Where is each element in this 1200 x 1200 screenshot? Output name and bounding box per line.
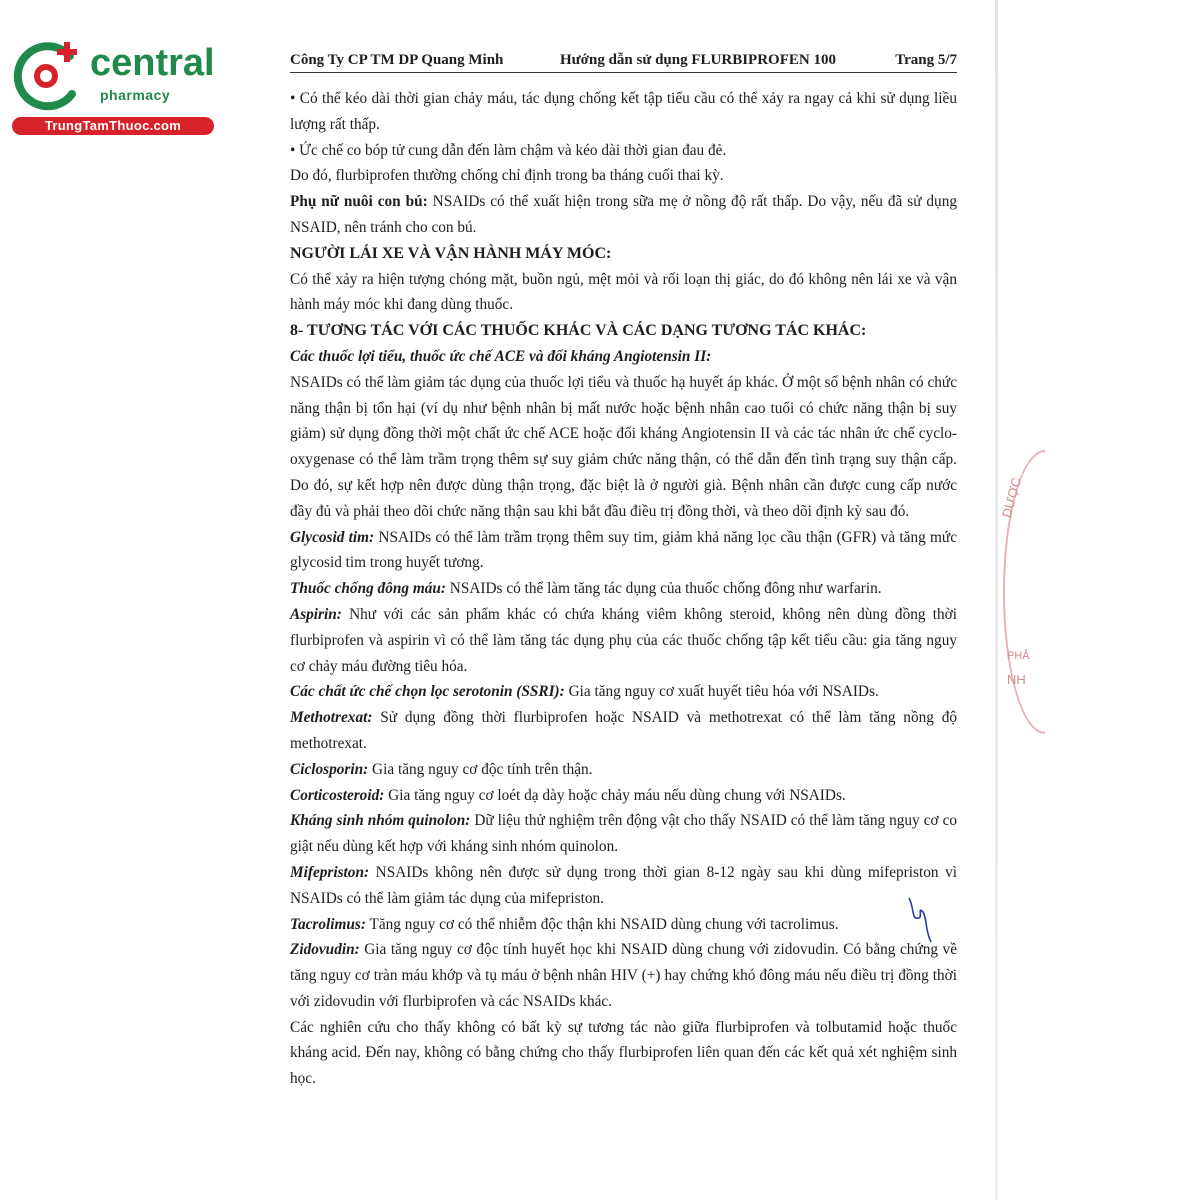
signature-mark (905, 890, 935, 950)
heading-driving: NGƯỜI LÁI XE VÀ VẬN HÀNH MÁY MÓC: (290, 244, 612, 262)
item-label: Các chất ức chế chọn lọc serotonin (SSRI): (290, 683, 565, 701)
stamp-text-3: NH (1007, 672, 1026, 687)
paragraph-contraindication: Do đó, flurbiprofen thường chống chỉ định trong ba tháng cuối thai kỳ. (290, 167, 724, 185)
partial-stamp (985, 440, 1045, 740)
header-doc-title: Hướng dẫn sử dụng FLURBIPROFEN 100 (560, 52, 836, 68)
interaction-item (290, 525, 957, 577)
interaction-item (290, 937, 957, 1014)
item-text: Gia tăng nguy cơ xuất huyết tiêu hóa với NSAIDs. (564, 683, 879, 701)
interaction-item (290, 912, 957, 938)
paragraph-driving: Có thể xảy ra hiện tượng chóng mặt, buồn ngủ, mệt mỏi và rối loạn thị giác, do đó không nên lái xe và vận hành máy móc khi đang dùng thuốc. (290, 270, 957, 314)
interaction-item (290, 860, 957, 912)
item-label: Aspirin: (290, 605, 342, 623)
item-label: Ciclosporin: (290, 760, 369, 778)
stamp-text-2: PHẢ (1007, 650, 1030, 662)
interaction-item (290, 602, 957, 679)
interaction-item (290, 783, 957, 809)
nursing-text: NSAIDs có thể xuất hiện trong sữa mẹ ở nồng độ rất thấp. Do vậy, nếu đã sử dụng NSAID, nên tránh cho con bú. (290, 193, 958, 236)
item-text: Dữ liệu thử nghiệm trên động vật cho thấy NSAID có thể làm tăng nguy cơ co giật nếu dùng kết hợp với kháng sinh nhóm quinolon. (290, 812, 958, 856)
item-text: Như với các sản phẩm khác có chứa kháng viêm không steroid, không nên dùng đồng thời flurbiprofen và aspirin vì có thể làm tăng tác dụng phụ của các thuốc chống tập kết tiểu cầu: gia tăng nguy cơ chảy máu đường tiêu hóa. (290, 605, 957, 675)
item-text: NSAIDs có thể làm tăng tác dụng của thuốc chống đông như warfarin. (445, 580, 882, 598)
item-text: Gia tăng nguy cơ độc tính trên thận. (368, 760, 593, 778)
item-label: Zidovudin: (290, 941, 360, 959)
paragraph-closing: Các nghiên cứu cho thấy không có bất kỳ sự tương tác nào giữa flurbiprofen và tolbutamid hoặc thuốc kháng acid. Đến nay, không có bằng chứng cho thấy flurbiprofen liên quan đến các kết quả xét nghiệm sinh học. (290, 1018, 957, 1088)
stamp-text-1: DƯỢC (998, 475, 1025, 520)
header-page-number: Trang 5/7 (895, 52, 957, 68)
item-text: NSAIDs không nên được sử dụng trong thời gian 8-12 ngày sau khi dùng mifepriston vì NSAIDs có thể làm giảm tác dụng của mifepriston. (290, 863, 957, 907)
document-body (290, 86, 957, 1092)
header-company: Công Ty CP TM DP Quang Minh (290, 52, 504, 68)
bullet-bleeding: • Có thể kéo dài thời gian chảy máu, tác dụng chống kết tập tiểu cầu có thể xảy ra ngay cả khi sử dụng liều lượng rất thấp. (290, 90, 957, 133)
interaction-item (290, 576, 957, 602)
bullet-uterine: • Ức chế co bóp tử cung dẫn đến làm chậm và kéo dài thời gian đau đẻ. (290, 141, 727, 159)
logo-site-url: TrungTamThuoc.com (12, 117, 214, 135)
interaction-item (290, 757, 957, 783)
item-text: Gia tăng nguy cơ loét dạ dày hoặc chảy máu nếu dùng chung với NSAIDs. (384, 786, 846, 804)
central-pharmacy-logo (8, 36, 218, 136)
item-label: Glycosid tim: (290, 528, 375, 546)
item-label: Methotrexat: (290, 709, 373, 727)
item-text: Gia tăng nguy cơ độc tính huyết học khi NSAID dùng chung với zidovudin. Có bằng chứng về tăng nguy cơ tràn máu khớp và tụ máu ở bệnh nhân HIV (+) hay chứng khó đông máu nếu điều trị đồng thời với zidovudin với flurbiprofen và các NSAIDs khác. (290, 941, 957, 1010)
logo-mark-icon (8, 36, 88, 116)
paragraph-diuretics: NSAIDs có thể làm giảm tác dụng của thuốc lợi tiểu và thuốc hạ huyết áp khác. Ở một số bệnh nhân có chức năng thận bị tổn hại (ví dụ như bệnh nhân bị mất nước hoặc bệnh nhân cao tuổi có chức năng thận bị suy giảm) sử dụng đồng thời một chất ức chế ACE hoặc đối kháng Angiotensin II và các tác nhân ức chế cyclo-oxygenase có thể làm trầm trọng thêm sự suy giảm chức năng thận, có thể dẫn đến tình trạng suy thận cấp. Do đó, sự kết hợp nên được dùng thận trọng, đặc biệt là ở người già. Bệnh nhân cần được cung cấp nước đầy đủ và phải theo dõi chức năng thận sau khi bắt đầu điều trị đồng thời, và theo dõi định kỳ sau đó. (290, 373, 957, 520)
paragraph-nursing (290, 189, 957, 241)
item-text: Tăng nguy cơ có thể nhiễm độc thận khi NSAID dùng chung với tacrolimus. (365, 915, 839, 933)
subheading-diuretics: Các thuốc lợi tiểu, thuốc ức chế ACE và đối kháng Angiotensin II: (290, 347, 712, 365)
item-text: Sử dụng đồng thời flurbiprofen hoặc NSAID và methotrexat có thể làm tăng nồng độ methotrexat. (290, 709, 957, 752)
heading-interactions: 8- TƯƠNG TÁC VỚI CÁC THUỐC KHÁC VÀ CÁC DẠNG TƯƠNG TÁC KHÁC: (290, 322, 867, 340)
logo-sub-text: pharmacy (100, 87, 171, 103)
item-label: Tacrolimus: (290, 915, 366, 933)
item-label: Kháng sinh nhóm quinolon: (290, 812, 471, 830)
interaction-item (290, 679, 957, 705)
logo-brand-text: central (90, 42, 215, 84)
interaction-item (290, 705, 957, 757)
item-label: Corticosteroid: (290, 786, 385, 804)
item-text: NSAIDs có thể làm trầm trọng thêm suy tim, giảm khả năng lọc cầu thận (GFR) và tăng mức glycosid tim trong huyết tương. (290, 528, 957, 572)
interaction-item (290, 808, 957, 860)
document-header (290, 50, 957, 73)
item-label: Mifepriston: (290, 863, 370, 881)
item-label: Thuốc chống đông máu: (290, 580, 446, 598)
nursing-label: Phụ nữ nuôi con bú: (290, 193, 428, 211)
